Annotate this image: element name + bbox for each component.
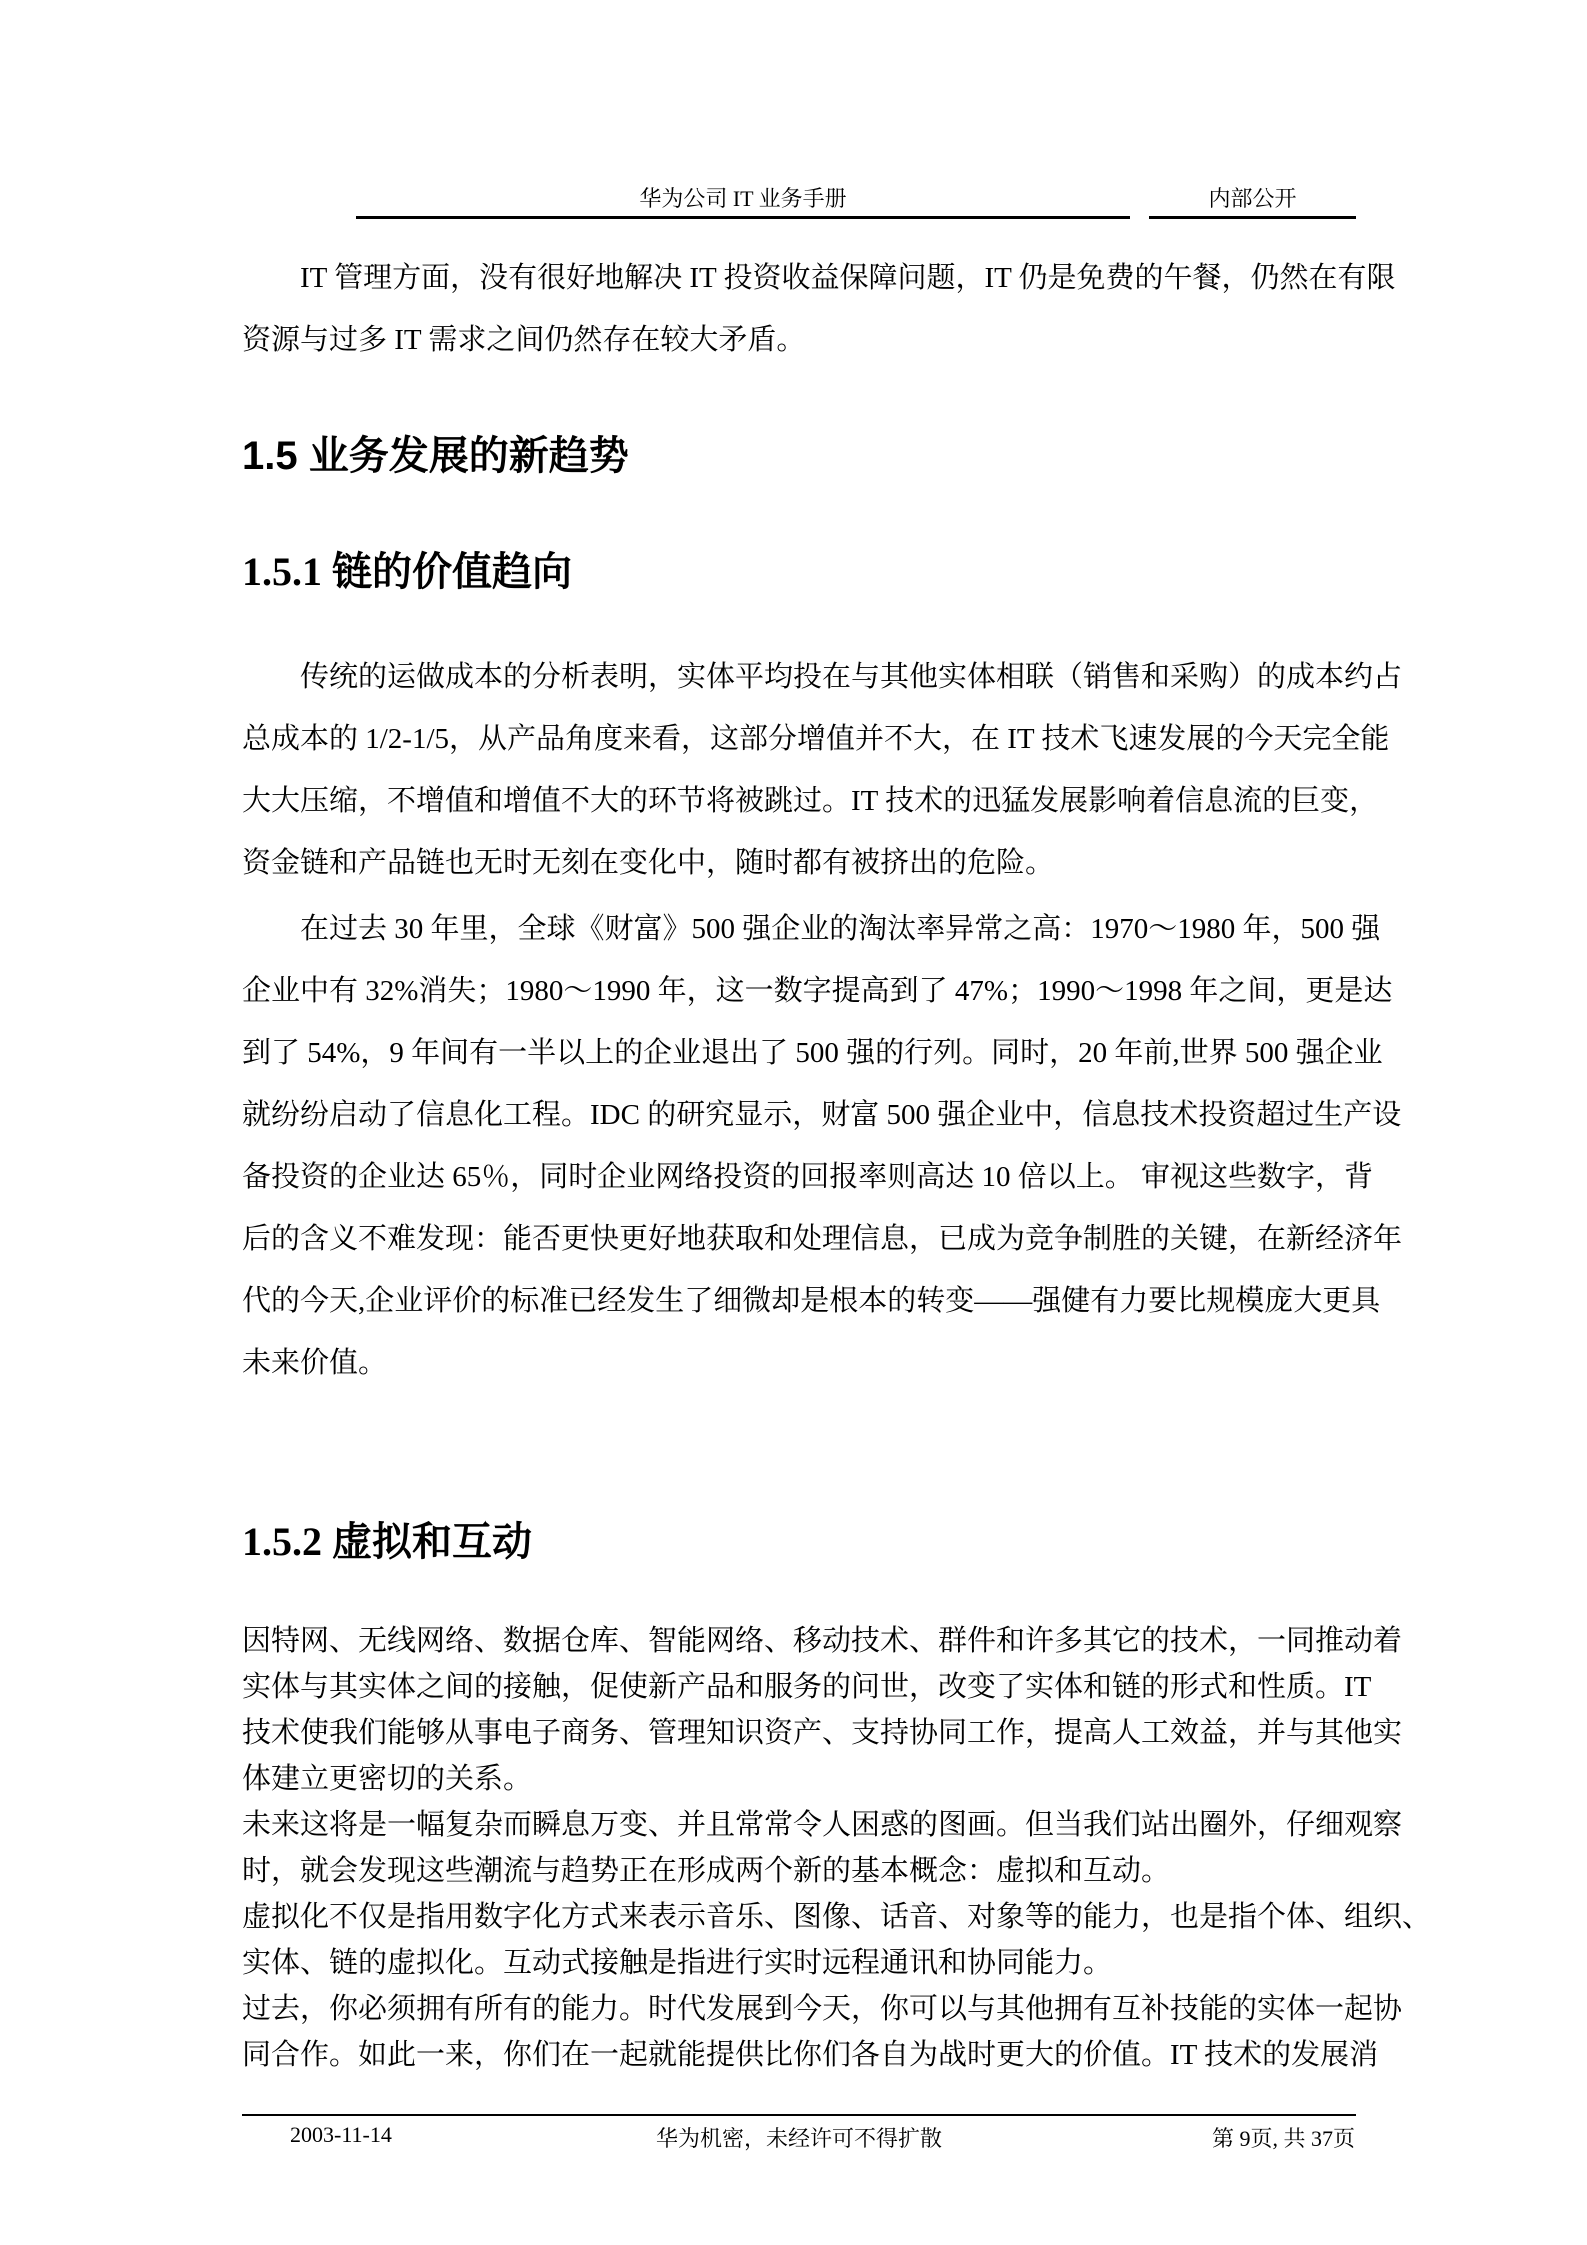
section-body <box>242 1618 1432 2078</box>
text-line: 总成本的 1/2-1/5，从产品角度来看，这部分增值并不大，在 IT 技术飞速发展的今天完全能 <box>242 723 1390 755</box>
paragraph <box>242 1894 1432 1986</box>
paragraph <box>242 1618 1403 1802</box>
text-line: 未来价值。 <box>242 1347 388 1379</box>
text-line: 资金链和产品链也无时无刻在变化中，随时都有被挤出的危险。 <box>242 847 1055 879</box>
text-line: 因特网、无线网络、数据仓库、智能网络、移动技术、群件和许多其它的技术，一同推动着 <box>242 1625 1403 1657</box>
paragraph <box>242 1802 1403 1894</box>
text-line: 在过去 30 年里，全球《财富》500 强企业的淘汰率异常之高：1970～1980 年，500 强 <box>300 913 1381 945</box>
text-line: 时，就会发现这些潮流与趋势正在形成两个新的基本概念：虚拟和互动。 <box>242 1855 1171 1887</box>
classification-label: 内部公开 <box>1208 186 1297 211</box>
text-line: 技术使我们能够从事电子商务、管理知识资产、支持协同工作，提高人工效益，并与其他实 <box>242 1717 1403 1749</box>
text-line: 备投资的企业达 65％，同时企业网络投资的回报率则高达 10 倍以上。 审视这些数字，背 <box>242 1161 1374 1193</box>
heading-1-5: 1.5 业务发展的新趋势 <box>242 434 629 478</box>
text-line: 到了 54%，9 年间有一半以上的企业退出了 500 强的行列。同时，20 年前,世界 500 强企业 <box>242 1037 1383 1069</box>
footer-page-number: 第 9页, 共 37页 <box>1211 2126 1355 2151</box>
header-rule-left <box>356 216 1130 219</box>
text-line: 资源与过多 IT 需求之间仍然存在较大矛盾。 <box>242 324 806 356</box>
heading-1-5-1: 1.5.1 链的价值趋向 <box>242 549 572 594</box>
text-line: 体建立更密切的关系。 <box>242 1763 533 1795</box>
document-title: 华为公司 IT 业务手册 <box>639 186 847 211</box>
text-line: 就纷纷启动了信息化工程。IDC 的研究显示，财富 500 强企业中，信息技术投资超过生产设 <box>242 1099 1402 1131</box>
text-line: 大大压缩，不增值和增值不大的环节将被跳过。IT 技术的迅猛发展影响着信息流的巨变， <box>242 785 1379 817</box>
text-line: 企业中有 32%消失；1980～1990 年，这一数字提高到了 47%；1990～1998 年之间，更是达 <box>242 975 1393 1007</box>
text-line: 实体与其实体之间的接触，促使新产品和服务的问世，改变了实体和链的形式和性质。IT <box>242 1671 1372 1703</box>
text-line: 未来这将是一幅复杂而瞬息万变、并且常常令人困惑的图画。但当我们站出圈外，仔细观察 <box>242 1809 1403 1841</box>
footer-confidential-notice: 华为机密，未经许可不得扩散 <box>656 2126 943 2151</box>
text-line: 同合作。如此一来，你们在一起就能提供比你们各自为战时更大的价值。IT 技术的发展消 <box>242 2039 1379 2071</box>
text-line: 虚拟化不仅是指用数字化方式来表示音乐、图像、话音、对象等的能力，也是指个体、组织、 <box>242 1901 1432 1933</box>
paragraph <box>242 1986 1403 2078</box>
paragraph <box>242 646 1403 894</box>
text-line: 代的今天,企业评价的标准已经发生了细微却是根本的转变——强健有力要比规模庞大更具 <box>242 1285 1381 1317</box>
intro-paragraph <box>242 247 1396 371</box>
text-line: IT 管理方面，没有很好地解决 IT 投资收益保障问题，IT 仍是免费的午餐，仍然在有限 <box>300 262 1396 294</box>
text-line: 后的含义不难发现：能否更快更好地获取和处理信息，已成为竞争制胜的关键，在新经济年 <box>242 1223 1403 1255</box>
footer-rule <box>242 2114 1356 2116</box>
text-line: 过去，你必须拥有所有的能力。时代发展到今天，你可以与其他拥有互补技能的实体一起协 <box>242 1993 1403 2025</box>
paragraph <box>242 898 1403 1394</box>
footer-date: 2003-11-14 <box>290 2122 392 2147</box>
header-rule-right <box>1149 216 1356 219</box>
text-line: 实体、链的虚拟化。互动式接触是指进行实时远程通讯和协同能力。 <box>242 1947 1113 1979</box>
text-line: 传统的运做成本的分析表明，实体平均投在与其他实体相联（销售和采购）的成本约占 <box>300 661 1403 693</box>
heading-1-5-2: 1.5.2 虚拟和互动 <box>242 1519 532 1564</box>
